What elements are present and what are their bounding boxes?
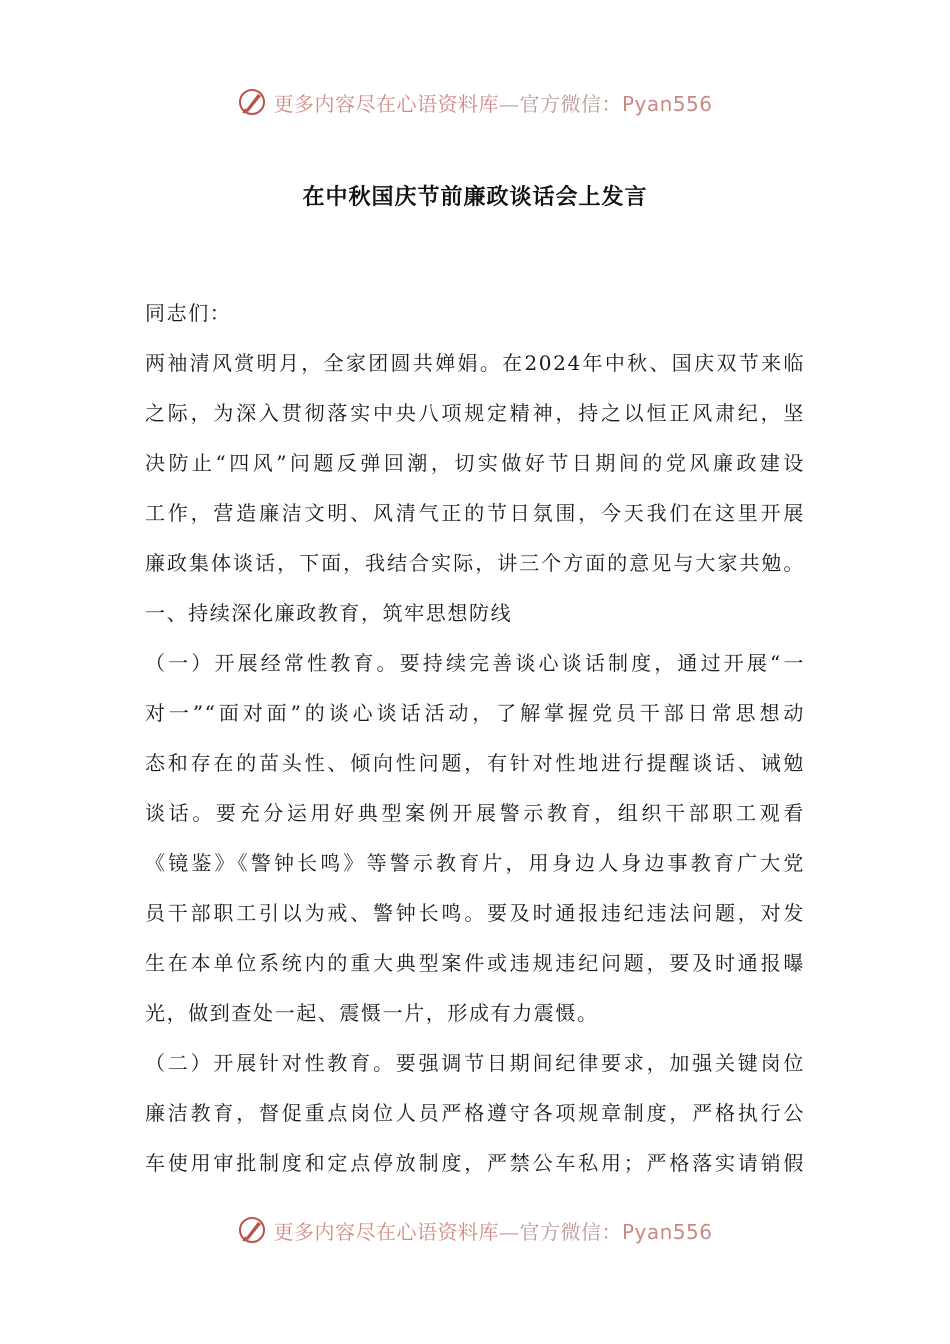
watermark-text bbox=[273, 1216, 712, 1245]
watermark-text bbox=[273, 88, 712, 117]
text-line: 对一”“面对面”的谈心谈话活动，了解掌握党员干部日常思想动 bbox=[145, 701, 805, 725]
text-line: 《镜鉴》《警钟长鸣》等警示教育片，用身边人身边事教育广大党 bbox=[145, 851, 805, 875]
text-line: 态和存在的苗头性、倾向性问题，有针对性地进行提醒谈话、诫勉 bbox=[145, 751, 805, 775]
document-title: 在中秋国庆节前廉政谈话会上发言 bbox=[302, 185, 648, 210]
text-line: 同志们： bbox=[145, 301, 232, 325]
watermark-brand: 更多内容尽在心语资料库 bbox=[273, 1219, 499, 1244]
text-line: 谈话。要充分运用好典型案例开展警示教育，组织干部职工观看 bbox=[145, 801, 805, 825]
text-line: 光，做到查处一起、震慑一片，形成有力震慑。 bbox=[145, 1001, 599, 1025]
text-line: 车使用审批制度和定点停放制度，严禁公车私用；严格落实请销假 bbox=[145, 1151, 805, 1175]
text-line: （二）开展针对性教育。要强调节日期间纪律要求，加强关键岗位 bbox=[145, 1051, 805, 1075]
watermark-official: 官方微信： bbox=[519, 91, 622, 116]
text-line: 员干部职工引以为戒、警钟长鸣。要及时通报违纪违法问题，对发 bbox=[145, 901, 805, 925]
watermark-official: 官方微信： bbox=[519, 1219, 622, 1244]
watermark-dash: — bbox=[498, 91, 520, 116]
watermark-id: Pyan556 bbox=[621, 91, 713, 116]
text-line: 工作，营造廉洁文明、风清气正的节日氛围，今天我们在这里开展 bbox=[145, 501, 805, 525]
header-watermark bbox=[0, 82, 950, 122]
text-line: （一）开展经常性教育。要持续完善谈心谈话制度，通过开展“一 bbox=[145, 651, 805, 675]
text-line: 廉政集体谈话，下面，我结合实际，讲三个方面的意见与大家共勉。 bbox=[145, 551, 805, 575]
watermark-id: Pyan556 bbox=[621, 1219, 713, 1244]
quill-logo-icon bbox=[237, 87, 267, 117]
text-line: 两袖清风赏明月，全家团圆共婵娟。在2024年中秋、国庆双节来临 bbox=[145, 351, 805, 375]
text-line: 之际，为深入贯彻落实中央八项规定精神，持之以恒正风肃纪，坚 bbox=[145, 401, 805, 425]
watermark-dash: — bbox=[498, 1219, 520, 1244]
footer-watermark bbox=[0, 1210, 950, 1250]
quill-logo-icon bbox=[237, 1215, 267, 1245]
text-line: 廉洁教育，督促重点岗位人员严格遵守各项规章制度，严格执行公 bbox=[145, 1101, 805, 1125]
watermark-brand: 更多内容尽在心语资料库 bbox=[273, 91, 499, 116]
document-body bbox=[145, 295, 805, 1195]
text-line: 决防止“四风”问题反弹回潮，切实做好节日期间的党风廉政建设 bbox=[145, 451, 805, 475]
section-heading: 一、持续深化廉政教育，筑牢思想防线 bbox=[145, 601, 513, 625]
text-line: 生在本单位系统内的重大典型案件或违规违纪问题，要及时通报曝 bbox=[145, 951, 805, 975]
